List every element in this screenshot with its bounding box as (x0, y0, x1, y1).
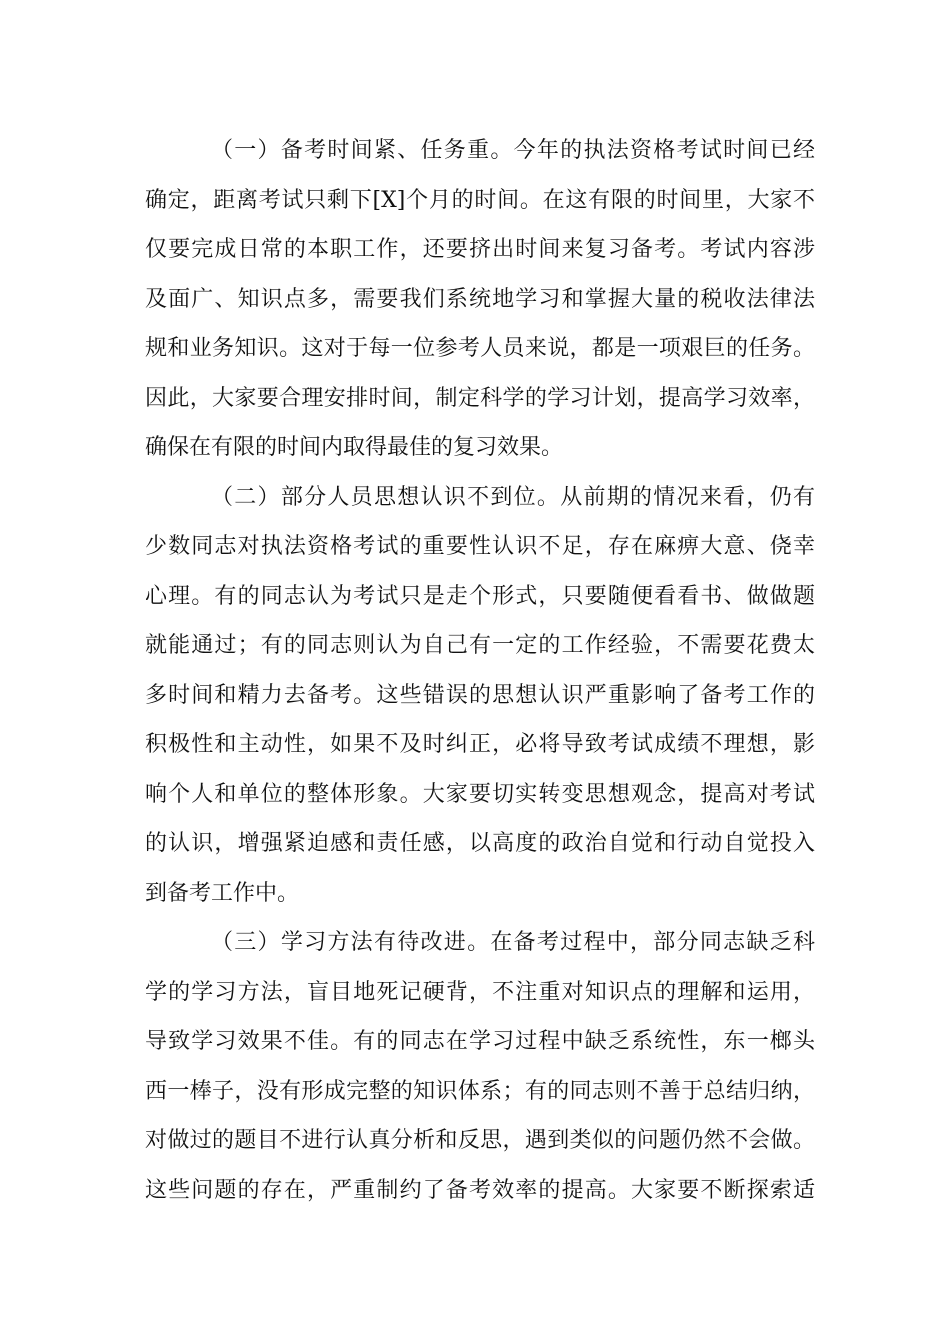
text-line: 西一棒子，没有形成完整的知识体系；有的同志则不善于总结归纳， (145, 1078, 815, 1104)
text-line: 响个人和单位的整体形象。大家要切实转变思想观念，提高对考试 (145, 781, 815, 807)
text-line: 对做过的题目不进行认真分析和反思，遇到类似的问题仍然不会做。 (145, 1128, 815, 1153)
text-line: 就能通过；有的同志则认为自己有一定的工作经验，不需要花费太 (145, 633, 815, 658)
text-line: 到备考工作中。 (145, 880, 300, 906)
paragraph-1 (145, 126, 815, 473)
text-line: 心理。有的同志认为考试只是走个形式，只要随便看看书、做做题 (145, 583, 815, 609)
text-line: 及面广、知识点多，需要我们系统地学习和掌握大量的税收法律法 (145, 286, 815, 312)
text-line: 因此，大家要合理安排时间，制定科学的学习计划，提高学习效率， (145, 385, 815, 411)
text-line: 导致学习效果不佳。有的同志在学习过程中缺乏系统性，东一榔头 (145, 1029, 815, 1054)
document-body (145, 126, 815, 1215)
text-line: （二）部分人员思想认识不到位。从前期的情况来看，仍有 (211, 484, 815, 510)
text-line: 的认识，增强紧迫感和责任感，以高度的政治自觉和行动自觉投入 (145, 831, 815, 856)
text-line: 仅要完成日常的本职工作，还要挤出时间来复习备考。考试内容涉 (145, 237, 815, 262)
paragraph-3 (145, 918, 815, 1215)
text-line: 少数同志对执法资格考试的重要性认识不足，存在麻痹大意、侥幸 (145, 534, 815, 559)
text-line: 确定，距离考试只剩下[X]个月的时间。在这有限的时间里，大家不 (145, 187, 815, 213)
paragraph-2 (145, 473, 815, 919)
text-line: 积极性和主动性，如果不及时纠正，必将导致考试成绩不理想，影 (145, 732, 815, 757)
text-line: 学的学习方法，盲目地死记硬背，不注重对知识点的理解和运用， (145, 979, 815, 1005)
text-line: 规和业务知识。这对于每一位参考人员来说，都是一项艰巨的任务。 (145, 336, 815, 361)
text-line: （三）学习方法有待改进。在备考过程中，部分同志缺乏科 (211, 930, 815, 955)
text-line: （一）备考时间紧、任务重。今年的执法资格考试时间已经 (211, 138, 815, 163)
text-line: 多时间和精力去备考。这些错误的思想认识严重影响了备考工作的 (145, 682, 815, 708)
text-line: 这些问题的存在，严重制约了备考效率的提高。大家要不断探索适 (145, 1177, 815, 1203)
text-line: 确保在有限的时间内取得最佳的复习效果。 (145, 435, 564, 460)
